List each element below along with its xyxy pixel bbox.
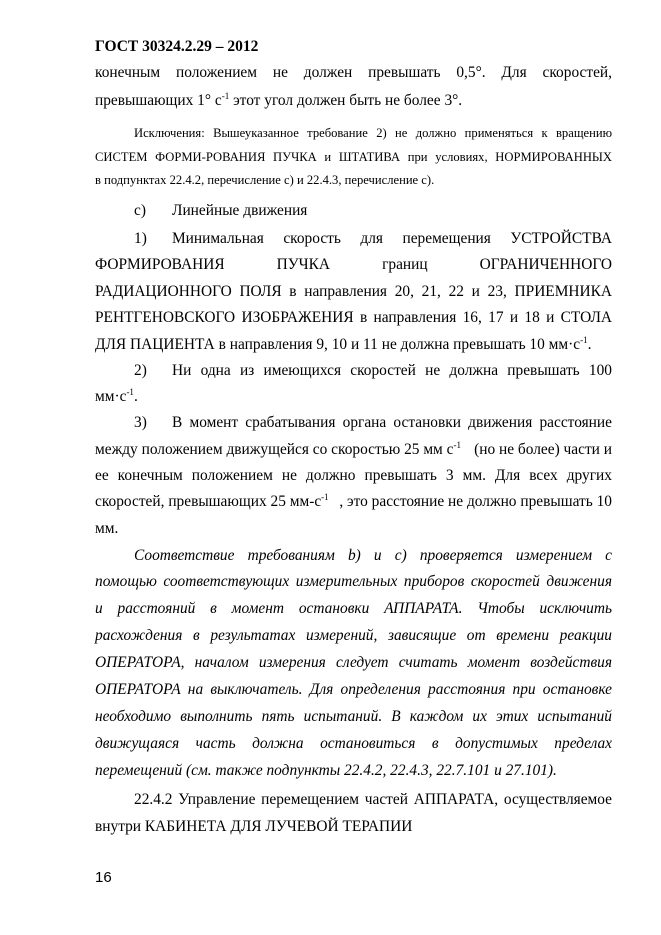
paragraph-line: превышающих 1° $с^{-1}$ этот угол должен быть не более 3°.: [95, 90, 463, 109]
compliance-line: необходимо выполнить пять испытаний. В каждом их этих испытаний: [95, 708, 612, 725]
page-number: 16: [95, 869, 112, 886]
paragraph-line: между положением движущейся со скоростью 25 мм $с^{-1}$ (но не более) части и: [95, 439, 612, 458]
exception-note-line: СИСТЕМ ФОРМИ-РОВАНИЯ ПУЧКА и ШТАТИВА при условиях, НОРМИРОВАННЫХ: [95, 150, 612, 164]
exception-note-line: в подпунктах 22.4.2, перечисление с) и 22.4.3, перечисление с).: [95, 173, 435, 187]
list-item: 2) Ни одна из имеющихся скоростей не должна превышать 100: [134, 362, 612, 379]
compliance-line: расхождения в результатах измерений, зависящие от времени реакции: [95, 627, 612, 644]
clause-heading: 22.4.2 Управление перемещением частей АППАРАТА, осуществляемое: [134, 791, 612, 808]
paragraph-line: РАДИАЦИОННОГО ПОЛЯ в направления 20, 21, 22 и 23, ПРИЕМНИКА: [95, 283, 612, 300]
compliance-line: перемещений (см. также подпункты 22.4.2, 22.4.3, 22.7.101 и 27.101).: [95, 762, 557, 779]
exception-note-line: Исключения: Вышеуказанное требование 2) не должно применяться к вращению: [134, 126, 612, 140]
list-item: 1) Минимальная скорость для перемещения УСТРОЙСТВА: [134, 230, 612, 247]
compliance-line: помощью соответствующих измерительных приборов скоростей движения: [95, 573, 612, 590]
paragraph-line: конечным положением не должен превышать 0,5°. Для скоростей,: [95, 64, 612, 81]
paragraph-line: ее конечным положением не должно превышать 3 мм. Для всех других: [95, 467, 612, 484]
list-item: 3) В момент срабатывания органа остановки движения расстояние: [134, 414, 612, 431]
paragraph-line: ДЛЯ ПАЦИЕНТА в направления 9, 10 и 11 не должна превышать 10 $мм\cdot с^{-1}$.: [95, 334, 592, 353]
section-heading: с) Линейные движения: [134, 202, 308, 219]
page-header: ГОСТ 30324.2.29 – 2012: [95, 38, 259, 55]
paragraph-line: $мм\cdot с^{-1}$.: [95, 386, 138, 405]
compliance-line: Соответствие требованиям b) и с) проверяется измерением с: [134, 547, 612, 564]
compliance-line: ОПЕРАТОРА, началом измерения следует считать момент воздействия: [95, 654, 612, 671]
compliance-line: и расстояний в момент остановки АППАРАТА. Чтобы исключить: [95, 600, 612, 617]
paragraph-line: ФОРМИРОВАНИЯ ПУЧКА границ ОГРАНИЧЕННОГО: [95, 256, 612, 273]
compliance-line: ОПЕРАТОРА на выключатель. Для определения расстояния при остановке: [95, 681, 612, 698]
compliance-line: движущаяся часть должна остановиться в допустимых пределах: [95, 735, 612, 752]
paragraph-line: скоростей, превышающих 25 $мм-с^{-1}$ , это расстояние не должно превышать 10: [95, 491, 612, 510]
paragraph-line: РЕНТГЕНОВСКОГО ИЗОБРАЖЕНИЯ в направления 16, 17 и 18 и СТОЛА: [95, 309, 612, 326]
clause-heading: внутри КАБИНЕТА ДЛЯ ЛУЧЕВОЙ ТЕРАПИИ: [95, 818, 413, 835]
paragraph-line: мм.: [95, 520, 119, 537]
